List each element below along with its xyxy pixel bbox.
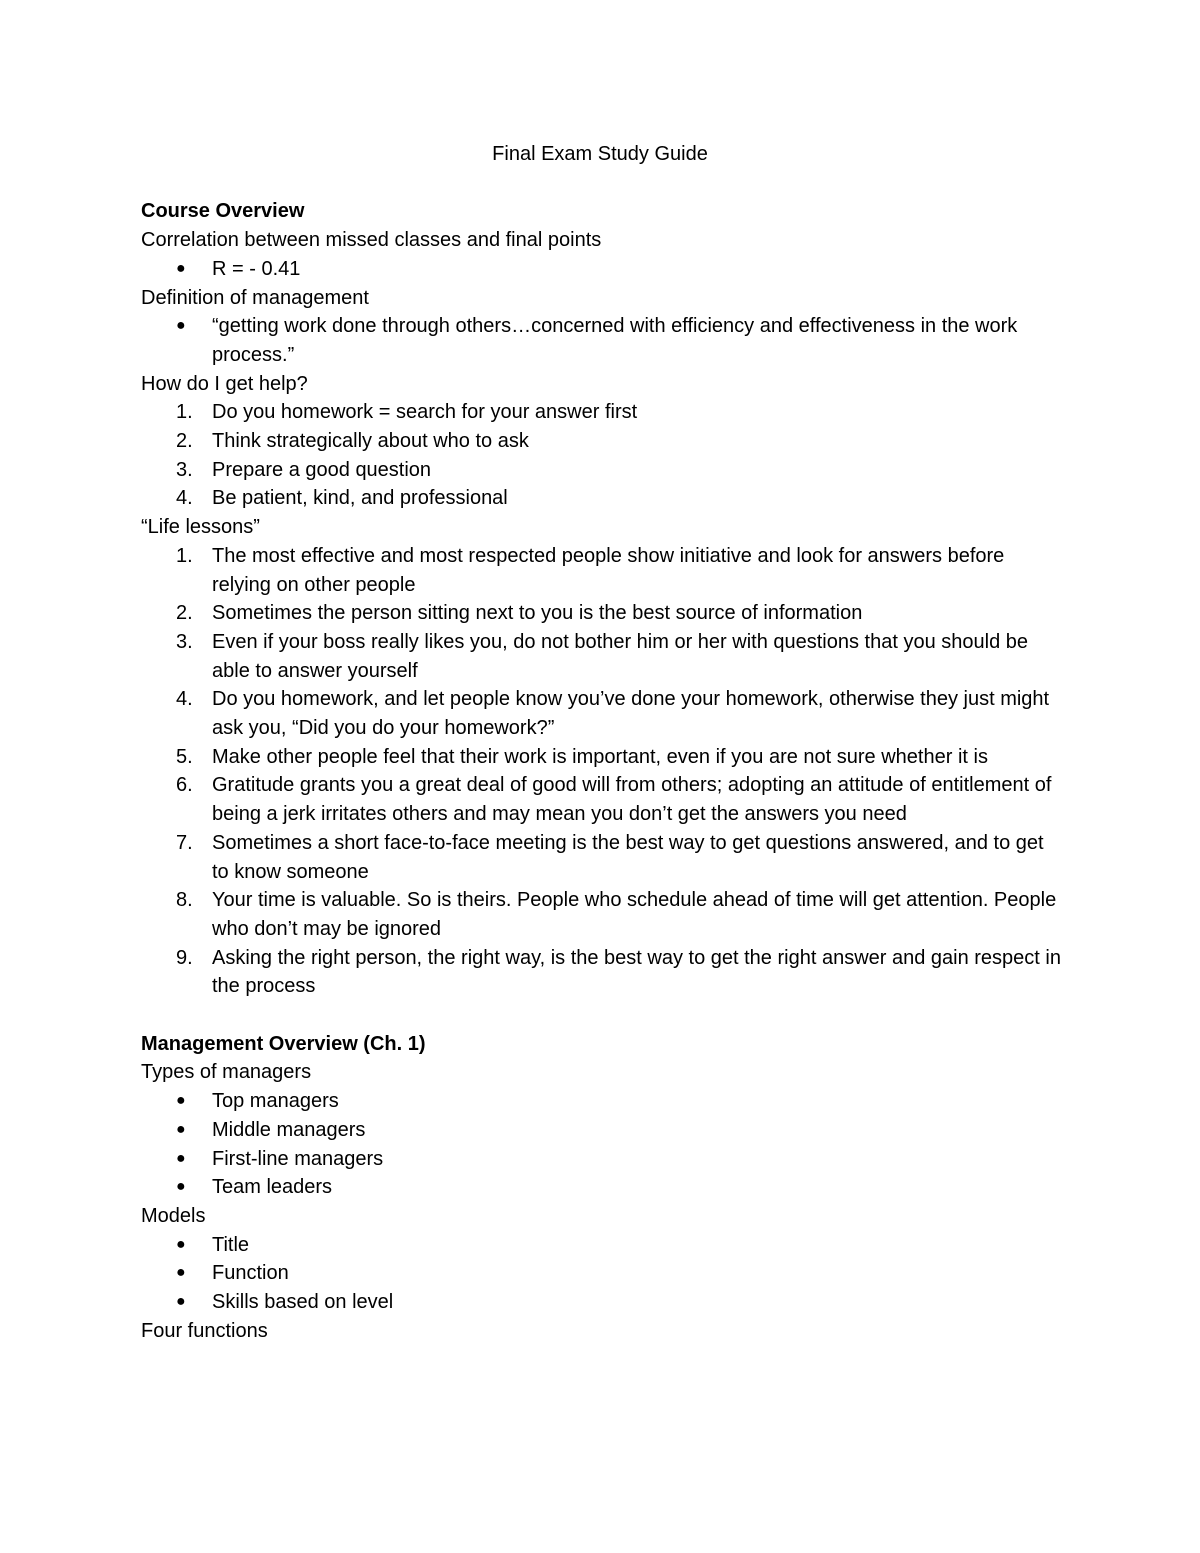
list-item <box>141 1173 1061 1202</box>
list-item-text: Title <box>212 1233 250 1256</box>
list-item <box>141 743 1061 772</box>
list-item-text: “getting work done through others…concerned with efficiency and effectiveness in the work process.” <box>212 315 1018 366</box>
types-list <box>141 1087 1061 1202</box>
list-number: 8. <box>176 889 193 912</box>
list-number: 5. <box>176 745 193 768</box>
definition-list <box>141 312 1061 369</box>
list-item-text: R = - 0.41 <box>212 257 301 280</box>
paragraph-spacer <box>141 1001 1061 1030</box>
bullet-icon: ● <box>176 1120 186 1138</box>
life-lessons-list <box>141 542 1061 1001</box>
bullet-icon: ● <box>176 259 186 277</box>
list-item-text: Make other people feel that their work is important, even if you are not sure whether it is <box>212 745 988 768</box>
types-label: Types of managers <box>141 1061 312 1084</box>
list-item <box>141 1145 1061 1174</box>
life-lessons-label: “Life lessons” <box>141 516 260 539</box>
section-heading-course-overview: Course Overview <box>141 200 305 223</box>
list-number: 1. <box>176 401 193 424</box>
bullet-icon: ● <box>176 1293 186 1311</box>
list-number: 4. <box>176 688 193 711</box>
list-item <box>141 1259 1061 1288</box>
list-number: 4. <box>176 487 193 510</box>
list-number: 3. <box>176 458 193 481</box>
list-item <box>141 628 1061 685</box>
list-item <box>141 456 1061 485</box>
list-item <box>141 886 1061 943</box>
list-item <box>141 398 1061 427</box>
models-label: Models <box>141 1204 206 1227</box>
correlation-list <box>141 255 1061 284</box>
list-item <box>141 685 1061 742</box>
list-number: 2. <box>176 602 193 625</box>
list-item-text: Prepare a good question <box>212 458 432 481</box>
list-number: 2. <box>176 430 193 453</box>
list-item <box>141 255 1061 284</box>
document-title: Final Exam Study Guide <box>492 143 708 165</box>
list-item-text: Be patient, kind, and professional <box>212 487 508 510</box>
list-item <box>141 829 1061 886</box>
list-item-text: Do you homework = search for your answer first <box>212 401 638 424</box>
section-heading-management-overview: Management Overview (Ch. 1) <box>141 1032 426 1055</box>
list-item <box>141 484 1061 513</box>
list-number: 6. <box>176 774 193 797</box>
list-item-text: Team leaders <box>212 1176 333 1199</box>
list-item <box>141 542 1061 599</box>
list-item-text: First-line managers <box>212 1147 384 1170</box>
list-item-text: Your time is valuable. So is theirs. People who schedule ahead of time will get attention. People who don’t may be ignored <box>212 889 1057 940</box>
list-item-text: Think strategically about who to ask <box>212 430 529 453</box>
list-number: 9. <box>176 946 193 969</box>
list-item-text: Asking the right person, the right way, is the best way to get the right answer and gain respect in the process <box>212 946 1061 998</box>
list-item-text: Top managers <box>212 1090 339 1113</box>
list-item <box>141 599 1061 628</box>
list-item <box>141 771 1061 828</box>
definition-label: Definition of management <box>141 286 369 309</box>
help-list <box>141 398 1061 513</box>
bullet-icon: ● <box>176 1178 186 1196</box>
list-number: 7. <box>176 831 193 854</box>
list-item-text: The most effective and most respected people show initiative and look for answers before relying on other people <box>212 544 1005 596</box>
list-item <box>141 1288 1061 1317</box>
list-item-text: Do you homework, and let people know you’ve done your homework, otherwise they just might ask you, “Did you do your homework?” <box>212 688 1050 740</box>
list-item-text: Function <box>212 1262 289 1285</box>
list-item <box>141 427 1061 456</box>
help-label: How do I get help? <box>141 372 308 395</box>
list-item-text: Gratitude grants you a great deal of good will from others; adopting an attitude of entitlement of being a jerk irritates others and may mean you don’t get the answers you need <box>212 774 1052 826</box>
bullet-icon: ● <box>176 1235 186 1253</box>
list-item <box>141 944 1061 1001</box>
bullet-icon: ● <box>176 317 186 335</box>
list-number: 3. <box>176 630 193 653</box>
list-item <box>141 312 1061 369</box>
bullet-icon: ● <box>176 1092 186 1110</box>
list-item-text: Sometimes the person sitting next to you is the best source of information <box>212 602 863 625</box>
list-item-text: Sometimes a short face-to-face meeting is the best way to get questions answered, and to get to know someone <box>212 831 1044 883</box>
four-functions-label: Four functions <box>141 1319 268 1342</box>
list-item-text: Even if your boss really likes you, do not bother him or her with questions that you should be able to answer yourself <box>212 630 1029 682</box>
bullet-icon: ● <box>176 1149 186 1167</box>
list-item <box>141 1231 1061 1260</box>
list-number: 1. <box>176 544 193 567</box>
list-item-text: Skills based on level <box>212 1291 394 1314</box>
list-item <box>141 1087 1061 1116</box>
bullet-icon: ● <box>176 1264 186 1282</box>
list-item-text: Middle managers <box>212 1118 366 1141</box>
document-body <box>141 140 1061 1346</box>
correlation-label: Correlation between missed classes and final points <box>141 229 602 252</box>
models-list <box>141 1231 1061 1317</box>
list-item <box>141 1116 1061 1145</box>
